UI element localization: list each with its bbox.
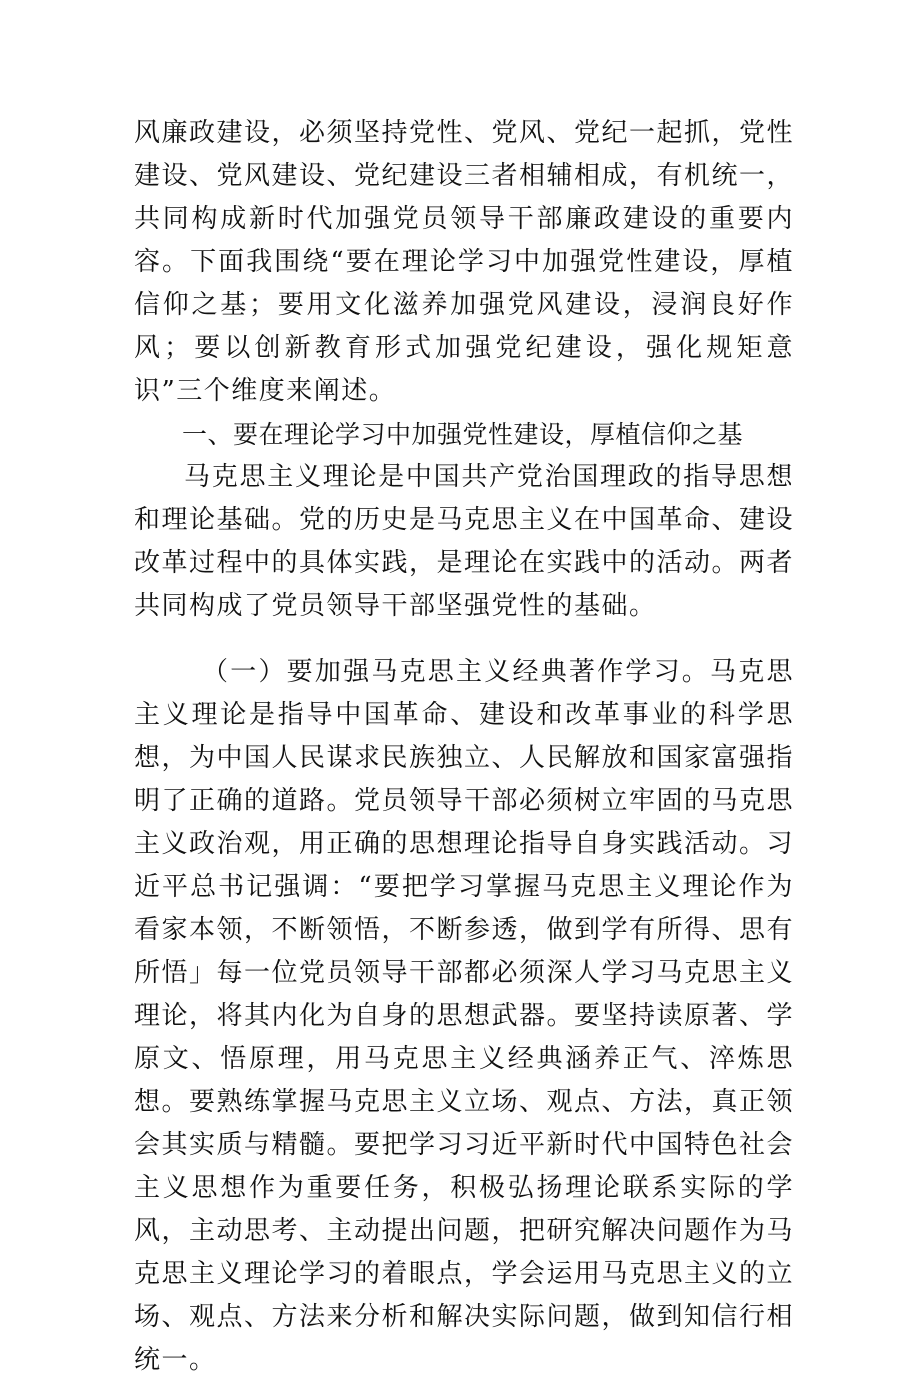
paragraph-section-1-intro: 马克思主义理论是中国共产党治国理政的指导思想和理论基础。党的历史是马克思主义在中国革命、建设改革过程中的具体实践，是理论在实践中的活动。两者共同构成了党员领导干部坚强党性的基础。 bbox=[134, 462, 795, 621]
document-body bbox=[134, 112, 794, 1382]
section-heading-1: 一、要在理论学习中加强党性建设，厚植信仰之基 bbox=[182, 420, 744, 449]
paragraph-subsection-1: （一）要加强马克思主义经典著作学习。马克思主义理论是指导中国革命、建设和改革事业的科学思想，为中国人民谋求民族独立、人民解放和国家富强指明了正确的道路。党员领导干部必须树立牢固的马克思主义政治观，用正确的思想理论指导自身实践活动。习近平总书记强调：“要把学习掌握马克思主义理论作为看家本领，不断领悟，不断参透，做到学有所得、思有所悟」每一位党员领导干部都必须深人学习马克思主义理论，将其内化为自身的思想武器。要坚持读原著、学原文、悟原理，用马克思主义经典涵养正气、淬炼思想。要熟练掌握马克思主义立场、观点、方法，真正领会其实质与精髓。要把学习习近平新时代中国特色社会主义思想作为重要任务，积极弘扬理论联系实际的学风，主动思考、主动提出问题，把研究解决问题作为马克思主义理论学习的着眼点，学会运用马克思主义的立场、观点、方法来分析和解决实际问题，做到知信行相统一。 bbox=[134, 657, 795, 1375]
paragraph-intro-continuation: 风廉政建设，必须坚持党性、党风、党纪一起抓，党性建设、党风建设、党纪建设三者相辅相成，有机统一，共同构成新时代加强党员领导干部廉政建设的重要内容。下面我围绕“要在理论学习中加强党性建设，厚植信仰之基；要用文化滋养加强党风建设，浸润良好作风；要以创新教育形式加强党纪建设，强化规矩意识”三个维度来阐述。 bbox=[134, 118, 795, 406]
